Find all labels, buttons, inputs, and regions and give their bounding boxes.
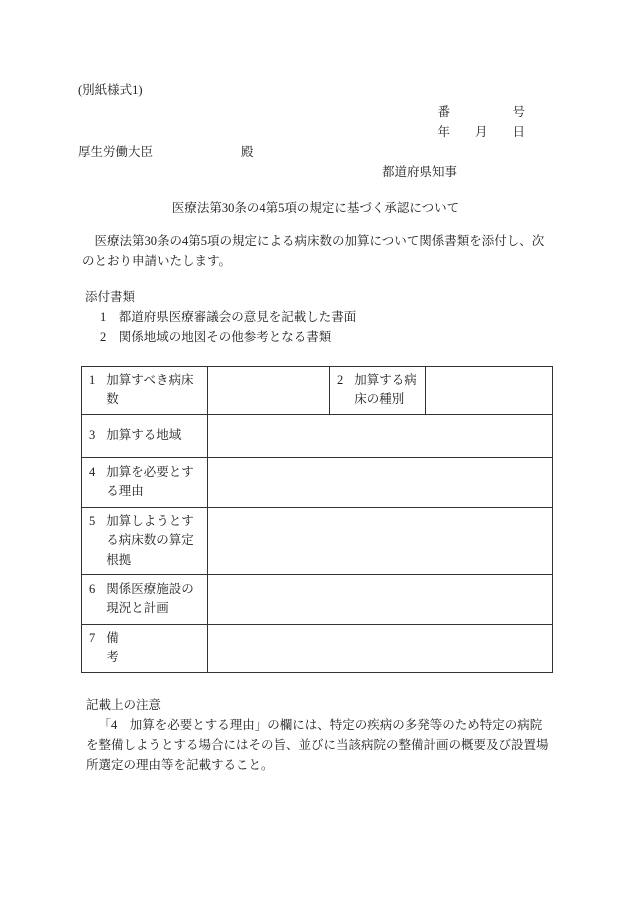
cell-value-calculation-basis xyxy=(208,507,553,574)
addressee: 厚生労働大臣 xyxy=(78,145,154,159)
cell-value-remarks xyxy=(208,624,553,672)
attachments-section xyxy=(78,287,553,347)
attachment-item: 1 都道府県医療審議会の意見を記載した書面 xyxy=(100,310,357,324)
attachment-item: 2 関係地域の地図その他参考となる書類 xyxy=(100,330,332,344)
addressee-line xyxy=(78,142,553,162)
cell-value-bed-type xyxy=(426,367,553,415)
cell-label-facility-status: 6 関係医療施設の現況と計画 xyxy=(82,574,208,624)
cell-label-area: 3 加算する地域 xyxy=(82,414,208,457)
sender-line xyxy=(78,162,553,182)
application-table xyxy=(81,366,553,673)
cell-label-bed-type: 2 加算する病床の種別 xyxy=(330,367,426,415)
notes-section xyxy=(78,695,553,775)
cell-label-remarks: 7 備 考 xyxy=(82,624,208,672)
notes-body: 「4 加算を必要とする理由」の欄には、特定の疾病の多発等のため特定の病院を整備しようとする場合にはその旨、並びに当該病院の整備計画の概要及び設置場所選定の理由等を記載すること。 xyxy=(86,717,549,772)
cell-value-area xyxy=(208,414,553,457)
body-paragraph: 医療法第30条の4第5項の規定による病床数の加算について関係書類を添付し、次のとおり申請いたします。 xyxy=(82,234,545,268)
cell-label-beds-to-add: 1 加算すべき病床数 xyxy=(82,367,208,415)
addressee-honorific: 殿 xyxy=(241,145,254,159)
notes-heading: 記載上の注意 xyxy=(86,697,162,712)
cell-value-beds-to-add xyxy=(208,367,330,415)
cell-value-reason xyxy=(208,457,553,507)
document-title: 医療法第30条の4第5項の規定に基づく承認について xyxy=(171,201,460,215)
cell-label-reason: 4 加算を必要とする理由 xyxy=(82,457,208,507)
cell-label-calculation-basis: 5 加算しようとする病床数の算定根拠 xyxy=(82,507,208,574)
form-label: (別紙様式1) xyxy=(78,83,143,97)
cell-value-facility-status xyxy=(208,574,553,624)
sender: 都道府県知事 xyxy=(381,165,457,179)
doc-number-line: 番 号 xyxy=(437,105,525,119)
attachments-heading: 添付書類 xyxy=(85,290,136,304)
doc-date-line: 年 月 日 xyxy=(437,125,525,139)
header-right-block xyxy=(78,102,553,142)
